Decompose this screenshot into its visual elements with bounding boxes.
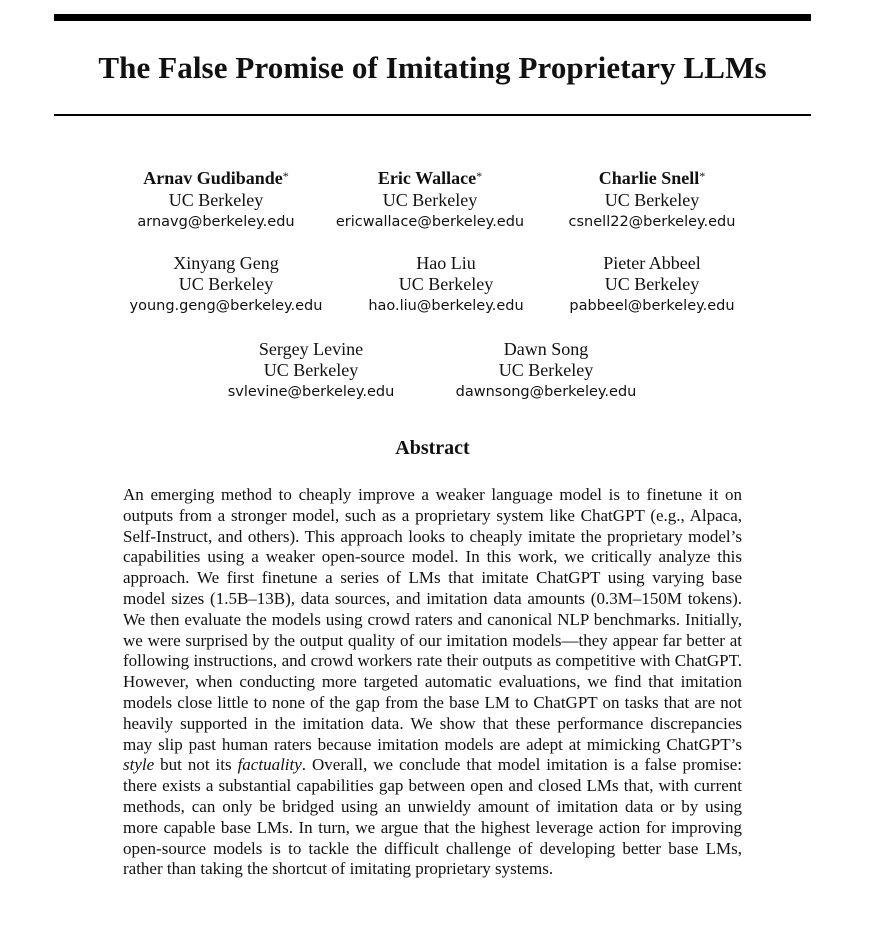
author-name: Xinyang Geng — [173, 253, 279, 273]
author-name: Pieter Abbeel — [603, 253, 701, 273]
equal-contribution-mark: * — [699, 169, 706, 183]
author-email[interactable]: csnell22@berkeley.edu — [568, 214, 736, 230]
abstract-emphasis-factuality: factuality — [237, 755, 302, 775]
author-email[interactable]: hao.liu@berkeley.edu — [368, 298, 524, 314]
author-name: Charlie Snell — [598, 168, 700, 188]
author-name: Arnav Gudibande — [143, 168, 283, 188]
author-affiliation: UC Berkeley — [498, 360, 594, 380]
abstract-body — [123, 485, 742, 880]
abstract-heading: Abstract — [395, 437, 470, 459]
author-affiliation: UC Berkeley — [263, 360, 359, 380]
author-affiliation: UC Berkeley — [604, 274, 700, 294]
author-affiliation: UC Berkeley — [604, 190, 700, 210]
author-block — [512, 168, 792, 233]
paper-title: The False Promise of Imitating Proprietary LLMs — [98, 50, 767, 85]
author-email[interactable]: arnavg@berkeley.edu — [137, 214, 295, 230]
author-name: Sergey Levine — [258, 339, 364, 359]
title-bottom-rule — [54, 114, 811, 116]
abstract-emphasis-style: style — [123, 755, 155, 775]
author-email[interactable]: svlevine@berkeley.edu — [227, 384, 395, 400]
author-email[interactable]: dawnsong@berkeley.edu — [455, 384, 637, 400]
top-rule — [54, 14, 811, 21]
author-block — [512, 253, 792, 317]
author-email[interactable]: pabbeel@berkeley.edu — [569, 298, 735, 314]
author-name: Dawn Song — [503, 339, 589, 359]
author-affiliation: UC Berkeley — [382, 190, 478, 210]
abstract-text: . Overall, we conclude that model imitation is a false promise: there exists a substantial capabilities gap between open and closed LMs that, with current methods, can only be bridged using an unwieldy amount of imitation data or by using more capable base LMs. In turn, we argue that the highest leverage action for improving open-source models is to tackle the difficult challenge of developing better base LMs, rather than taking the shortcut of imitating proprietary systems. — [123, 755, 743, 879]
author-block — [406, 339, 686, 403]
author-name: Hao Liu — [416, 253, 476, 273]
author-email[interactable]: ericwallace@berkeley.edu — [335, 214, 525, 230]
author-affiliation: UC Berkeley — [398, 274, 494, 294]
abstract-text: An emerging method to cheaply improve a weaker language model is to finetune it on outputs from a stronger model, such as a proprietary system like ChatGPT (e.g., Alpaca, Self-Instruct, and others). This approach looks to cheaply imitate the proprietary model’s capabilities using a weaker open-source model. In this work, we critically analyze this approach. We first finetune a series of LMs that imitate ChatGPT using varying base model sizes (1.5B–13B), data sources, and imitation data amounts (0.3M–150M tokens). We then evaluate the models using crowd raters and canonical NLP benchmarks. Initially, we were surprised by the output quality of our imitation models—they appear far better at following instructions, and crowd workers rate their outputs as competitive with ChatGPT. However, when conducting more targeted automatic evaluations, we find that imitation models close little to none of the gap from the base LM to ChatGPT on tasks that are not heavily supported in the imitation data. We show that these performance discrepancies may slip past human raters because imitation models are adept at mimicking ChatGPT’s — [123, 485, 742, 754]
author-name: Eric Wallace — [377, 168, 477, 188]
author-email[interactable]: young.geng@berkeley.edu — [129, 298, 323, 314]
abstract-text: but not its — [160, 755, 232, 775]
equal-contribution-mark: * — [476, 169, 483, 183]
equal-contribution-mark: * — [282, 169, 289, 183]
author-affiliation: UC Berkeley — [168, 190, 264, 210]
author-affiliation: UC Berkeley — [178, 274, 274, 294]
